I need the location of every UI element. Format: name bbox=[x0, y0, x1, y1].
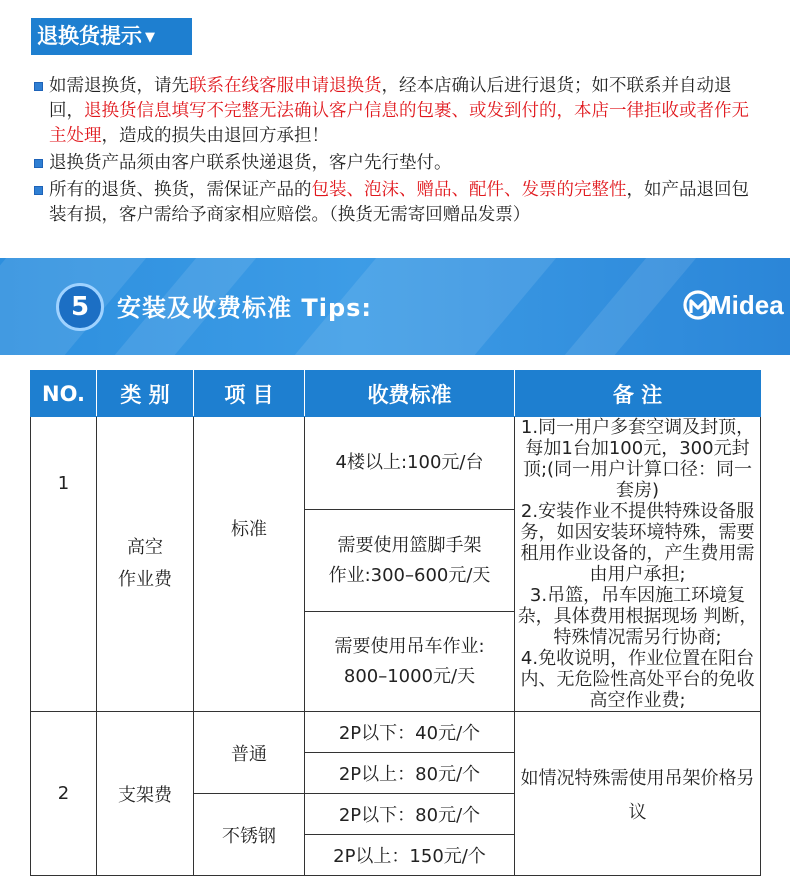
price-cell: 需要使用吊车作业: 800–1000元/天 bbox=[305, 612, 515, 712]
square-bullet-icon bbox=[34, 186, 47, 195]
logo-wordmark: Midea bbox=[710, 290, 784, 320]
step-number-badge: 5 bbox=[56, 283, 104, 331]
notice-item bbox=[34, 74, 756, 149]
note-line: 1.同一用户多套空调及封顶，每加1台加100元，300元封顶;(同一用户计算口径：同一套房) bbox=[520, 417, 755, 501]
notes-cell bbox=[515, 417, 761, 712]
notice-item bbox=[34, 151, 756, 176]
notice-text: 如需退换货，请先联系在线客服申请退换货，经本店确认后进行退货；如不联系并自动退回，退换货信息填写不完整无法确认客户信息的包裹、或发到付的，本店一律拒收或者作无主处理，造成的损失由退回方承担！ bbox=[49, 76, 749, 146]
column-header-fee: 收费标准 bbox=[305, 371, 515, 417]
column-header-category: 类 别 bbox=[97, 371, 194, 417]
square-bullet-icon bbox=[34, 82, 47, 91]
note-line: 3.吊篮，吊车因施工环境复杂，具体费用根据现场 判断，特殊情况需另行协商; bbox=[517, 585, 758, 648]
price-cell: 2P以下：40元/个 bbox=[305, 712, 515, 753]
item-cell: 标准 bbox=[194, 417, 305, 712]
row-number: 1 bbox=[31, 417, 97, 712]
price-cell: 2P以上：150元/个 bbox=[305, 835, 515, 876]
column-header-notes: 备 注 bbox=[515, 371, 761, 417]
price-cell: 4楼以上:100元/台 bbox=[305, 417, 515, 510]
column-header-no: NO. bbox=[31, 371, 97, 417]
fee-table bbox=[30, 370, 761, 876]
notes-cell: 如情况特殊需使用吊架价格另议 bbox=[515, 712, 761, 876]
item-cell: 不锈钢 bbox=[194, 794, 305, 876]
notice-text: 所有的退货、换货，需保证产品的包装、泡沫、赠品、配件、发票的完整性，如产品退回包装有损，客户需给予商家相应赔偿。（换货无需寄回赠品发票） bbox=[49, 180, 749, 225]
notice-body bbox=[34, 74, 756, 230]
chevron-down-icon: ▼ bbox=[145, 30, 155, 45]
table-header-row bbox=[31, 371, 761, 417]
price-cell: 2P以上：80元/个 bbox=[305, 753, 515, 794]
price-cell: 需要使用篮脚手架 作业:300–600元/天 bbox=[305, 510, 515, 612]
price-cell: 2P以下：80元/个 bbox=[305, 794, 515, 835]
table-row bbox=[31, 417, 761, 510]
category-cell: 支架费 bbox=[97, 712, 194, 876]
notice-item bbox=[34, 178, 756, 228]
row-number: 2 bbox=[31, 712, 97, 876]
column-header-item: 项 目 bbox=[194, 371, 305, 417]
item-cell: 普通 bbox=[194, 712, 305, 794]
notice-title: 退换货提示 ▼ bbox=[31, 18, 192, 55]
square-bullet-icon bbox=[34, 159, 47, 168]
note-line: 4.免收说明，作业位置在阳台内、无危险性高处平台的免收高空作业费; bbox=[520, 648, 755, 711]
table-row bbox=[31, 712, 761, 753]
section-banner bbox=[0, 258, 790, 355]
notice-text: 退换货产品须由客户联系快递退货，客户先行垫付。 bbox=[49, 153, 452, 173]
note-line: 2.安装作业不提供特殊设备服务，如因安装环境特殊，需要租用作业设备的，产生费用需由用户承担; bbox=[520, 501, 755, 585]
midea-logo bbox=[680, 283, 786, 331]
banner-title: 安装及收费标准 Tips: bbox=[117, 294, 373, 322]
category-cell: 高空 作业费 bbox=[97, 417, 194, 712]
